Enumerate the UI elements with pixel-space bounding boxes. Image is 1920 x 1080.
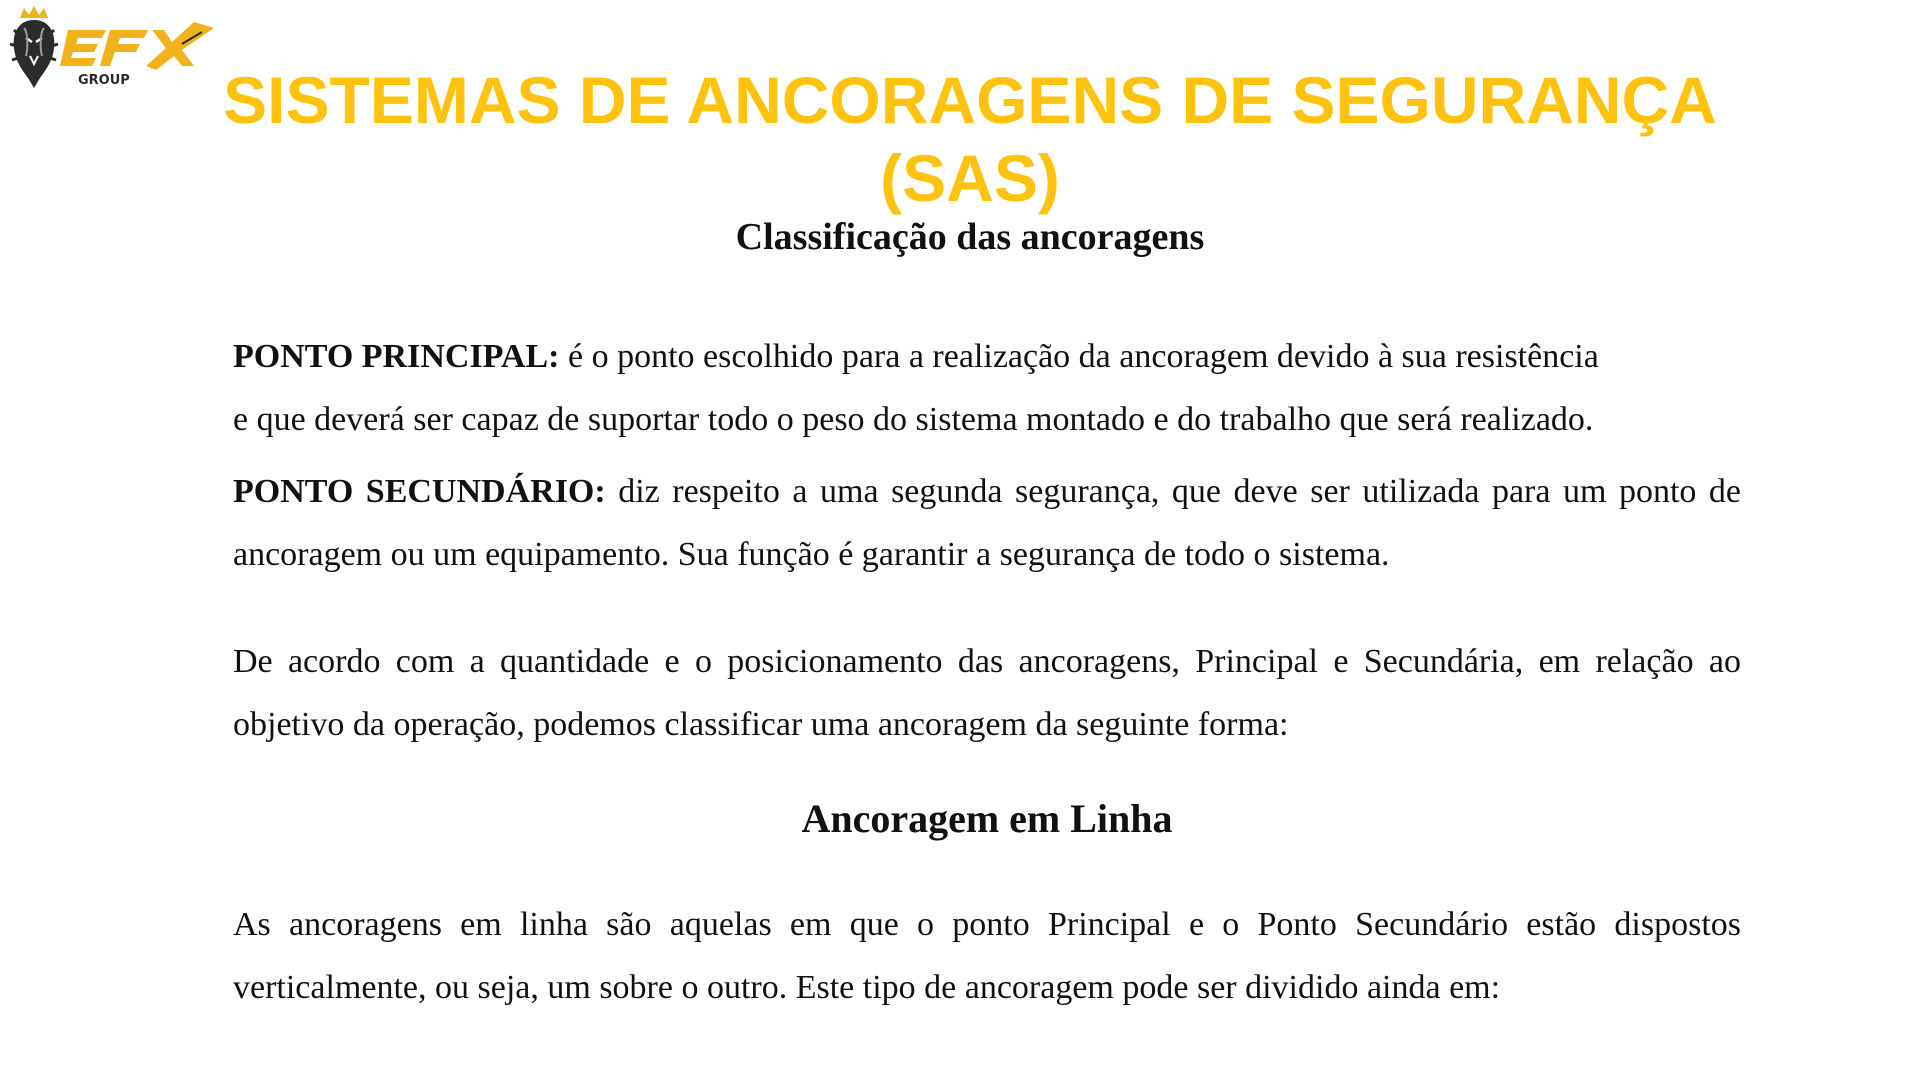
term-ponto-secundario: PONTO SECUNDÁRIO: <box>233 473 606 510</box>
ponto-principal-line1: é o ponto escolhido para a realização da ancoragem devido à sua resistência <box>559 338 1599 375</box>
subtitle: Classificação das ancoragens <box>735 216 1205 258</box>
ponto-secundario-text: diz respeito a uma segunda segurança, que deve ser utilizada para um ponto de ancoragem ou um equipamento. Sua função é garantir a segurança de todo o sistema. <box>233 473 1741 573</box>
paragraph-classificacao: De acordo com a quantidade e o posicionamento das ancoragens, Principal e Secundária, em relação ao objetivo da operação, podemos classificar uma ancoragem da seguinte forma: <box>233 643 1741 743</box>
term-ponto-principal: PONTO PRINCIPAL: <box>233 338 560 375</box>
ponto-principal-line2: e que deverá ser capaz de suportar todo o peso do sistema montado e do trabalho que será realizado. <box>233 401 1594 438</box>
section-heading-ancoragem-em-linha: Ancoragem em Linha <box>801 796 1173 841</box>
paragraph-ponto-principal <box>233 325 1741 451</box>
page-title: SISTEMAS DE ANCORAGENS DE SEGURANÇA <box>223 63 1717 137</box>
efx-group-logo <box>6 4 216 90</box>
lion-head-icon <box>6 4 216 90</box>
paragraph-ancoragem-linha: As ancoragens em linha são aquelas em que o ponto Principal e o Ponto Secundário estão dispostos verticalmente, ou seja, um sobre o outro. Este tipo de ancoragem pode ser dividido ainda em: <box>233 906 1741 1006</box>
logo-group-text: GROUP <box>78 73 130 88</box>
paragraph-ponto-secundario <box>233 460 1741 586</box>
page-title-abbreviation: (SAS) <box>880 141 1060 215</box>
